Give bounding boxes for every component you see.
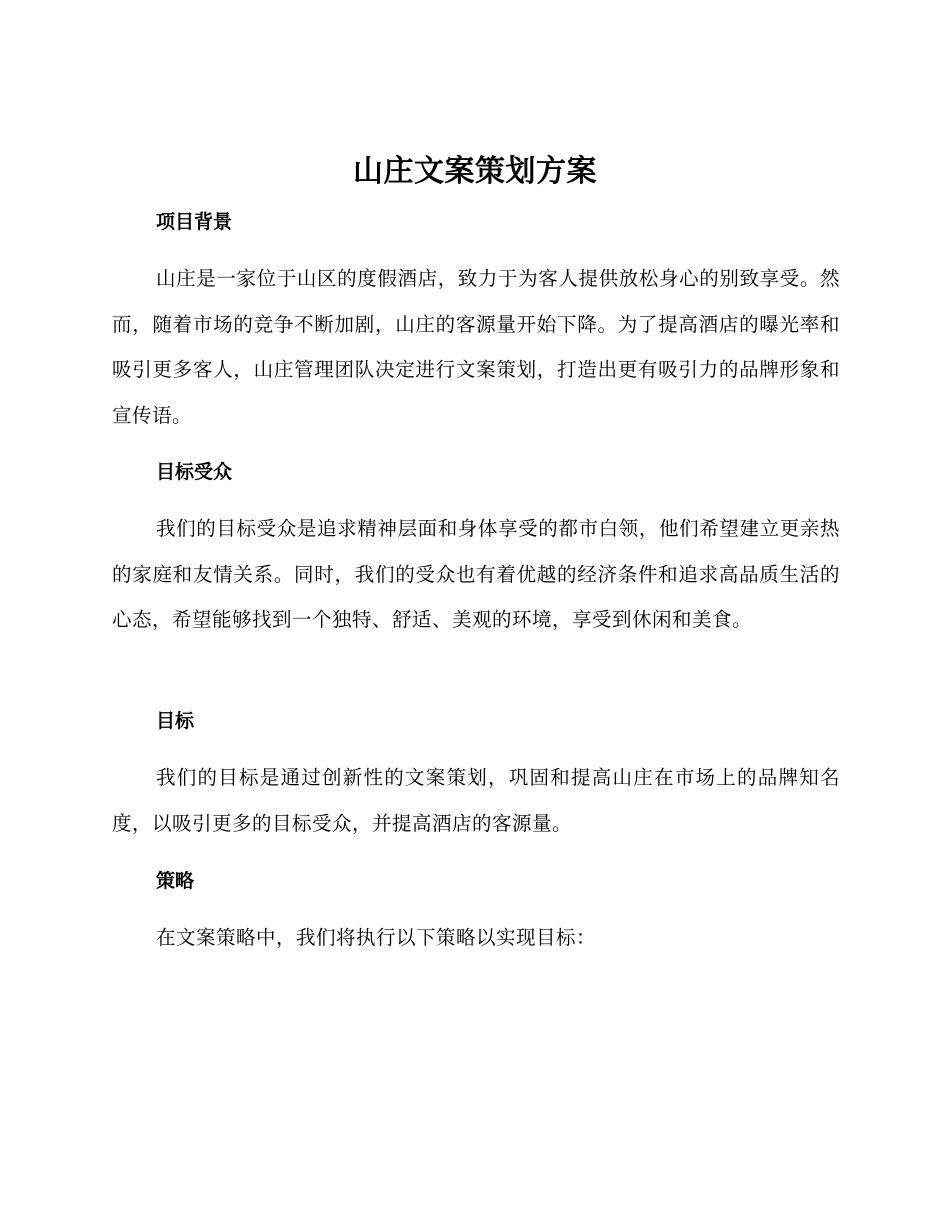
section-heading-goal: 目标 bbox=[156, 710, 195, 732]
section-body-goal: 我们的目标是通过创新性的文案策划，巩固和提高山庄在市场上的品牌知名度，以吸引更多的目标受众，并提高酒店的客源量。 bbox=[112, 766, 840, 835]
section-body-background: 山庄是一家位于山区的度假酒店，致力于为客人提供放松身心的别致享受。然而，随着市场的竞争不断加剧，山庄的客源量开始下降。为了提高酒店的曝光率和吸引更多客人，山庄管理团队决定进行文案策划，打造出更有吸引力的品牌形象和宣传语。 bbox=[112, 267, 840, 427]
page-title: 山庄文案策划方案 bbox=[353, 154, 597, 189]
section-body-audience: 我们的目标受众是追求精神层面和身体享受的都市白领，他们希望建立更亲热的家庭和友情关系。同时，我们的受众也有着优越的经济条件和追求高品质生活的心态，希望能够找到一个独特、舒适、美观的环境，享受到休闲和美食。 bbox=[112, 517, 840, 631]
section-heading-background: 项目背景 bbox=[156, 211, 233, 233]
section-body-strategy: 在文案策略中，我们将执行以下策略以实现目标： bbox=[156, 926, 597, 949]
section-heading-audience: 目标受众 bbox=[156, 461, 233, 483]
section-heading-strategy: 策略 bbox=[156, 870, 195, 892]
